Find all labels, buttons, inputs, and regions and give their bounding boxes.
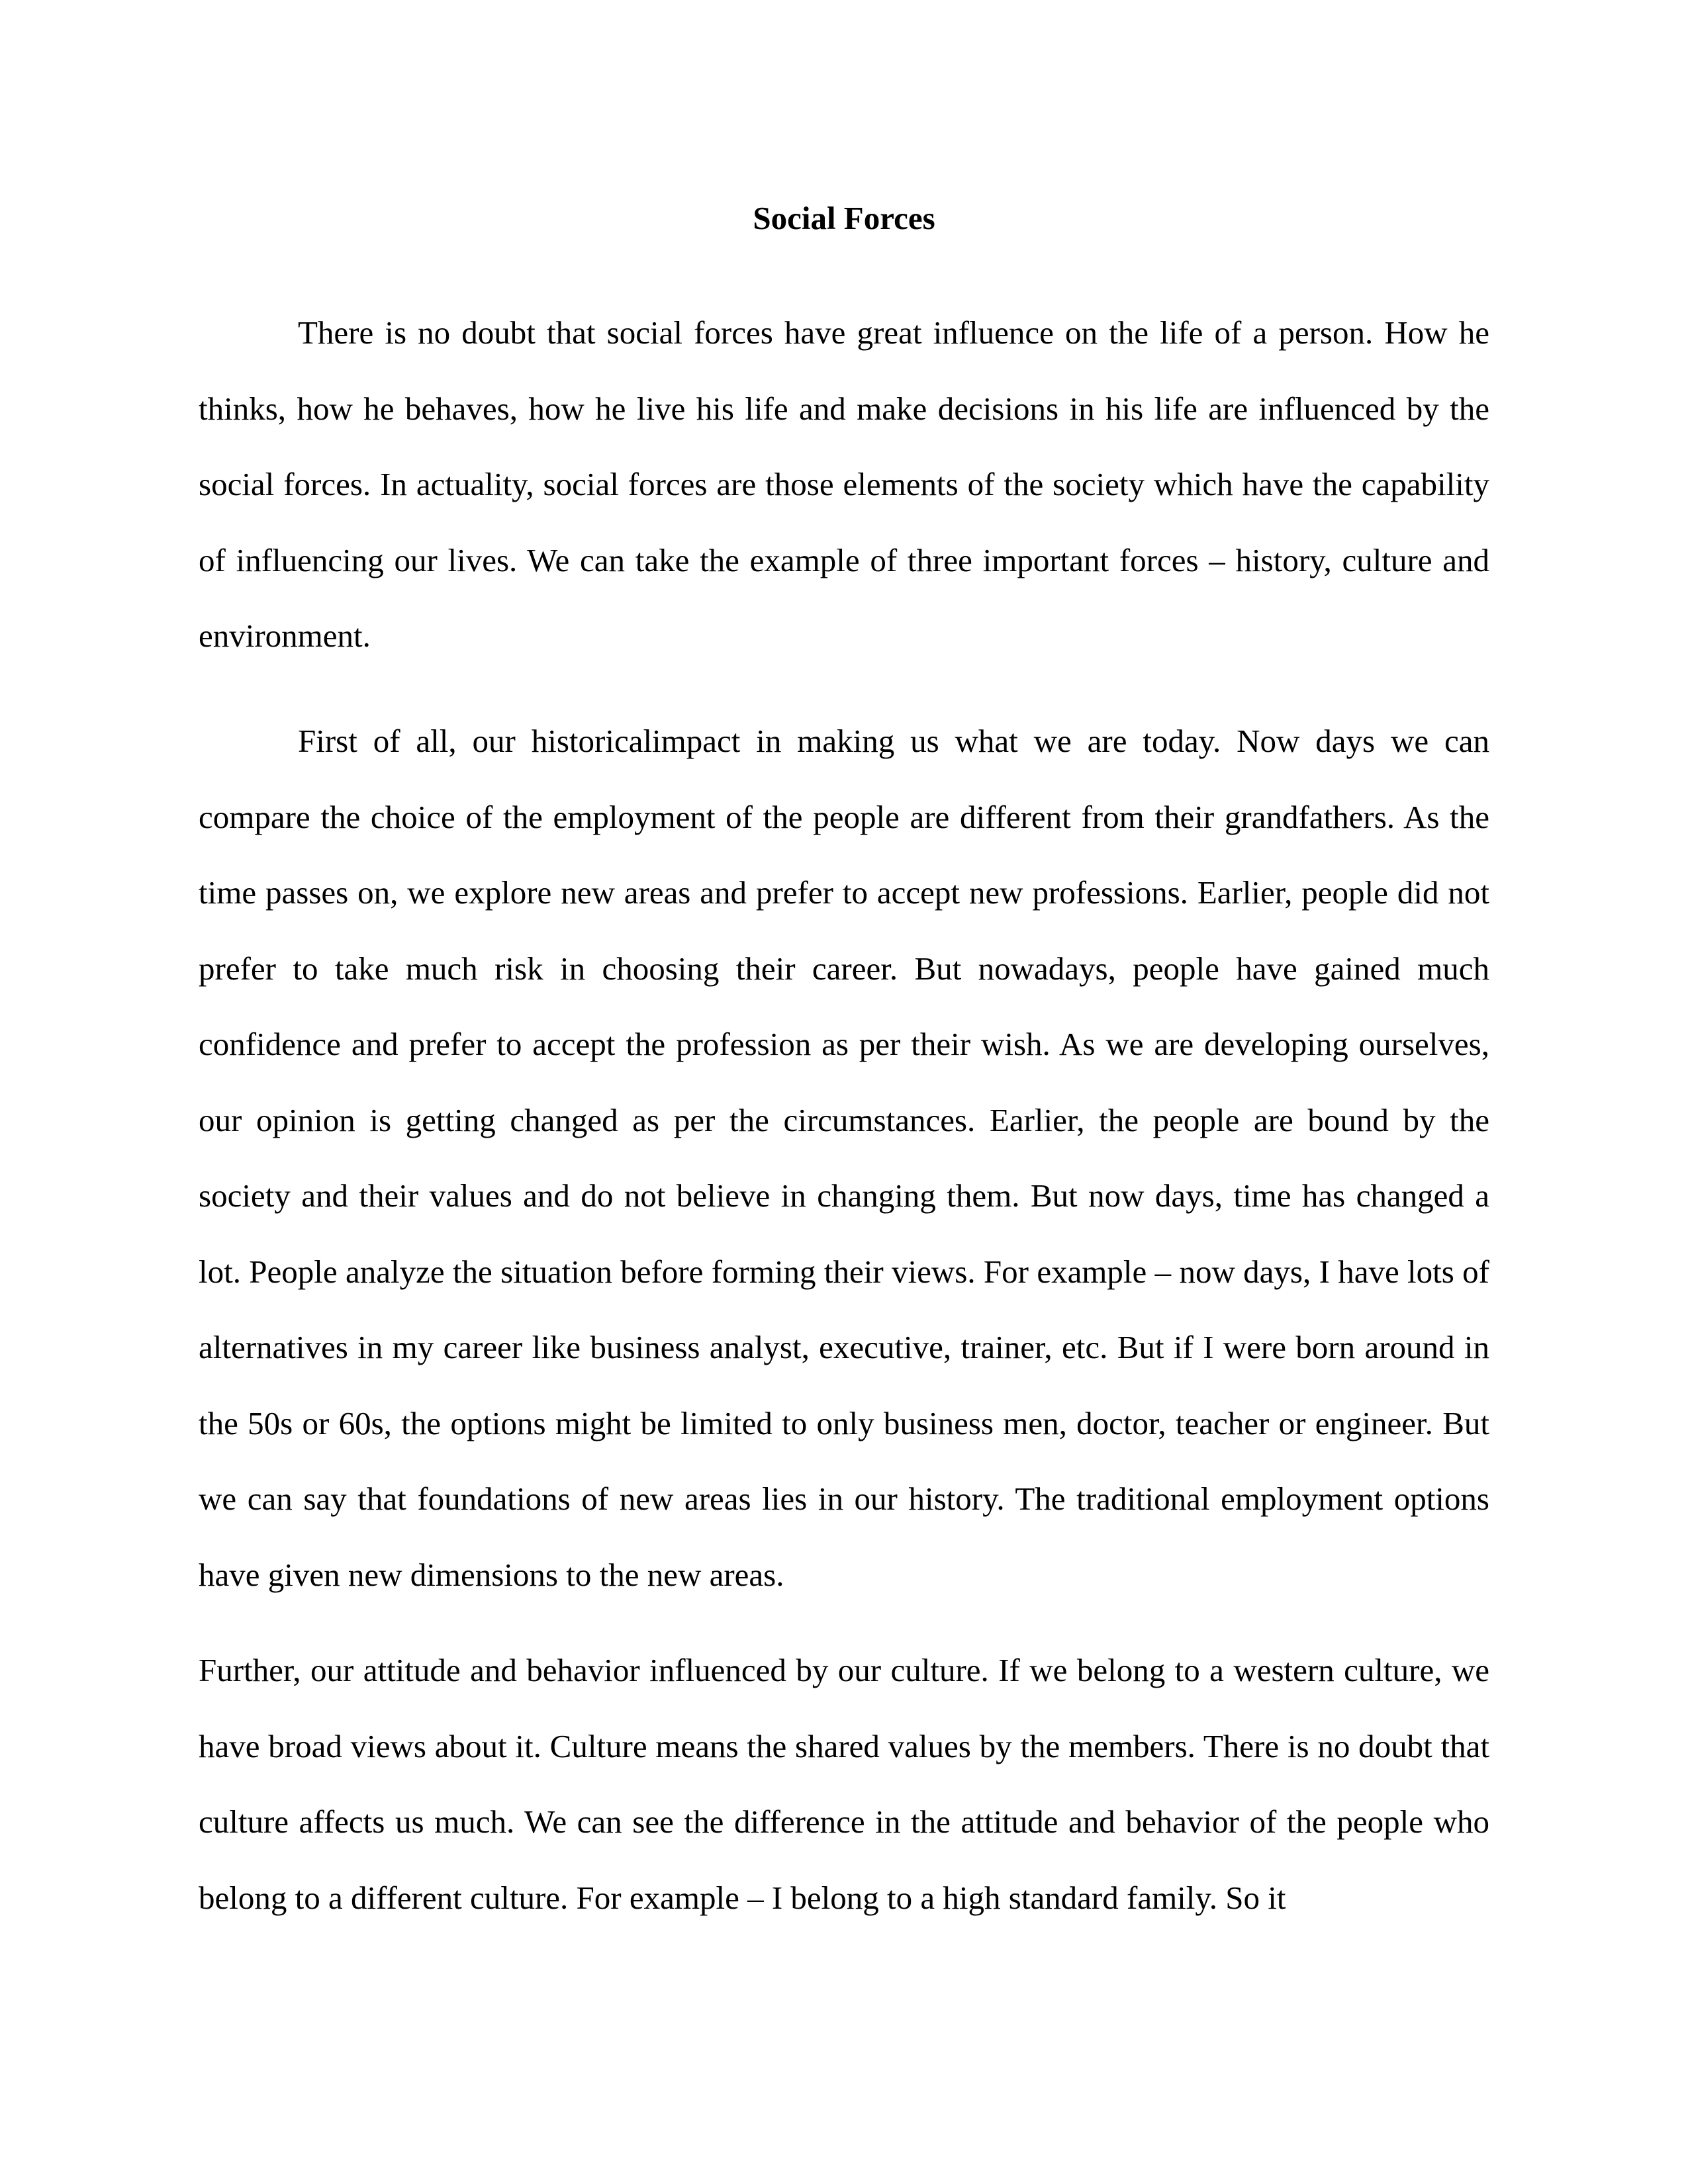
document-title: Social Forces: [753, 200, 935, 236]
paragraph-culture: Further, our attitude and behavior influenced by our culture. If we belong to a western culture, we have broad views about it. Culture means the shared values by the members. There is no doubt that culture affects us much. We can see the difference in the attitude and behavior of the people who belong to a different culture. For example – I belong to a high standard family. So it: [199, 1652, 1489, 1916]
paragraph-history: First of all, our historicalimpact in making us what we are today. Now days we can compare the choice of the employment of the people are different from their grandfathers. As the time passes on, we explore new areas and prefer to accept new professions. Earlier, people did not prefer to take much risk in choosing their career. But nowadays, people have gained much confidence and prefer to accept the profession as per their wish. As we are developing ourselves, our opinion is getting changed as per the circumstances. Earlier, the people are bound by the society and their values and do not believe in changing them. But now days, time has changed a lot. People analyze the situation before forming their views. For example – now days, I have lots of alternatives in my career like business analyst, executive, trainer, etc. But if I were born around in the 50s or 60s, the options might be limited to only business men, doctor, teacher or engineer. But we can say that foundations of new areas lies in our history. The traditional employment options have given new dimensions to the new areas.: [199, 723, 1489, 1593]
paragraph-introduction: There is no doubt that social forces have great influence on the life of a person. How he thinks, how he behaves, how he live his life and make decisions in his life are influenced by the social forces. In actuality, social forces are those elements of the society which have the capability of influencing our lives. We can take the example of three important forces – history, culture and environment.: [199, 314, 1489, 654]
